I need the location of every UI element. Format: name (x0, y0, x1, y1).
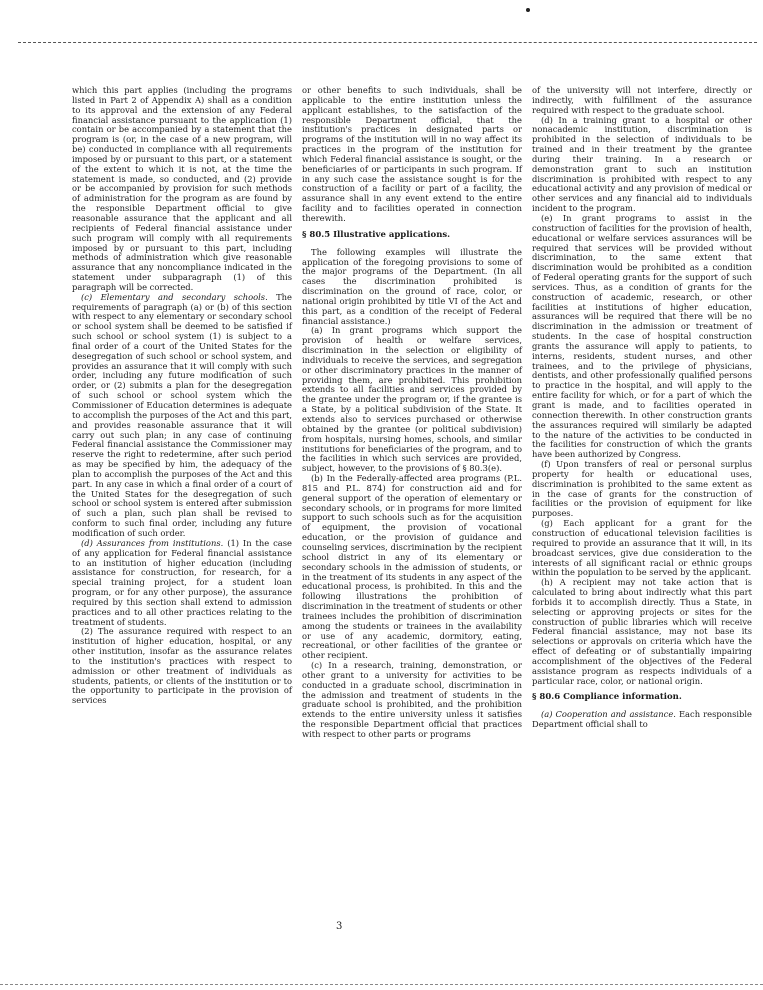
paragraph: (g) Each applicant for a grant for the construction of educational television facilities is required to provide an assurance that it will, in its broadcast services, give due consideration to the interests of all significant racial or ethnic groups within the population to be served by the applicant. (532, 518, 752, 578)
footer-rule (0, 984, 763, 985)
paragraph: (f) Upon transfers of real or personal surplus property for health or educational uses, discrimination is prohibited to the same extent as in the case of grants for the construction of facilities or the provision of equipment for like purposes. (532, 459, 752, 519)
paragraph: of the university will not interfere, directly or indirectly, with fulfillment of the assurance required with respect to the graduate school. (532, 85, 752, 115)
paragraph: (a) In grant programs which support the provision of health or welfare services, discrimination in the selection or eligibility of individuals to receive the services, and segregation or other discriminatory practices in the manner of providing them, are prohibited. This prohibition extends to all facilities and services provided by the grantee under the program or, if the grantee is a State, by a political subdivision of the State. It extends also to services purchased or otherwise obtained by the grantee (or political subdivision) from hospitals, nursing homes, schools, and similar institutions for beneficiaries of the program, and to the facilities in which such services are provided, subject, however, to the provisions of § 80.3(e). (302, 325, 522, 474)
paragraph-heading: (d) Assurances from institutions. (81, 537, 224, 548)
paragraph: (d) In a training grant to a hospital or other nonacademic institution, discrimination is prohibited in the selection of individuals to be trained and in their treatment by the grantee during their training. In a research or demonstration grant to such an institution discrimination is prohibited with respect to any educational activity and any provision of medical or other services and any financial aid to individuals incident to the program. (532, 114, 752, 214)
paragraph: (c) In a research, training, demonstration, or other grant to a university for activities to be conducted in a graduate school, discrimination in the admission and treatment of students in the graduate school is prohibited, and the prohibition extends to the entire university unless it satisfies the responsible Department official that practices with respect to other parts or programs (302, 660, 522, 739)
page-number: 3 (336, 921, 343, 932)
paragraph: (e) In grant programs to assist in the construction of facilities for the provision of health, educational or welfare services assurances will be required that services will be provided without discrimination, to the same extent that discrimination would be prohibited as a condition of Federal operating grants for the support of such services. Thus, as a condition of grants for the construction of academic, research, or other facilities at institutions of higher education, assurances will be required that there will be no discrimination in the admission or treatment of students. In the case of hospital construction grants the assurance will apply to patients, to interns, residents, student nurses, and other trainees, and to the privilege of physicians, dentists, and other professionally qualified persons to practice in the hospital, and will apply to the entire facility for which, or for a part of which the grant is made, and to facilities operated in connection therewith. In other construction grants the assurances required will similarly be adapted to the nature of the activities to be conducted in the facilities for construction of which the grants have been authorized by Congress. (532, 212, 752, 460)
document-page (72, 86, 752, 894)
paragraph-body: (1) In the case of any application for Federal financial assistance to an institution of higher education (including assistance for construction, for research, for a special training project, for a student loan program, or for any other purpose), the assurance required by this section shall extend to admission practices and to all other practices relating to the treatment of students. (72, 537, 292, 627)
paragraph: (2) The assurance required with respect to an institution of higher education, hospital, or any other institution, insofar as the assurance relates to the institution's practices with respect to admission or other treatment of individuals as students, patients, or clients of the institution or to the opportunity to participate in the provision of services (72, 626, 292, 706)
paragraph: (h) A recipient may not take action that is calculated to bring about indirectly what this part forbids it to accomplish directly. Thus a State, in selecting or approving projects or sites for the construction of public libraries which will receive Federal financial assistance, may not base its selections or approvals on criteria which have the effect of defeating or of substantially impairing accomplishment of the objectives of the Federal assistance program as respects individuals of a particular race, color, or national origin. (532, 577, 752, 686)
section-heading: § 80.6 Compliance information. (532, 692, 682, 703)
column-1 (72, 86, 292, 894)
column-3 (532, 86, 752, 894)
paragraph-body: The requirements of paragraph (a) or (b) of this section with respect to any elementary or secondary school or school system shall be deemed to be satisfied if such school or school system (1) is subject to a final order of a court of the United States for the desegregation of such school or school system, and provides an assurance that it will comply with such order, including any future modification of such order, or (2) submits a plan for the desegregation of such school or school system which the Commissioner of Education determines is adequate to accomplish the purposes of the Act and this part, and provides reasonable assurance that it will carry out such plan; in any case of continuing Federal financial assistance the Commissioner may reserve the right to redetermine, after such period as may be specified by him, the adequacy of the plan to accomplish the purposes of the Act and this part. In any case in which a final order of a court of the United States for the desegregation of such school or school system is entered after submission of such a plan, such plan shall be revised to conform to such final order, including any future modification of such order. (72, 291, 292, 538)
paragraph-heading: (c) Elementary and secondary schools. (81, 291, 268, 302)
paragraph (532, 710, 752, 730)
header-rule (18, 42, 757, 43)
paragraph: which this part applies (including the programs listed in Part 2 of Appendix A) shall as a condition to its approval and the extension of any Federal financial assistance pursuant to the application (1) contain or be accompanied by a statement that the program is (or, in the case of a new program, will be) conducted in compliance with all requirements imposed by or pursuant to this part, or a statement of the extent to which it is not, at the time the statement is made, so conducted, and (2) provide or be accompanied by provision for such methods of administration for the program as are found by the responsible Department official to give reasonable assurance that the applicant and all recipients of Federal financial assistance under such program will comply with all requirements imposed by or pursuant to this part, including methods of administration which give reasonable assurance that any noncompliance indicated in the statement under subparagraph (1) of this paragraph will be corrected. (72, 85, 292, 292)
paragraph-heading: (a) Cooperation and assistance. (541, 709, 676, 720)
scan-speck (526, 8, 530, 12)
section-heading: § 80.5 Illustrative applications. (302, 229, 451, 240)
paragraph (72, 293, 292, 539)
paragraph: (b) In the Federally-affected area programs (P.L. 815 and P.L. 874) for construction aid and for general support of the operation of elementary or secondary schools, or in programs for more limited support to such schools such as for the acquisition of equipment, the provision of vocational education, or the provision of guidance and counseling services, discrimination by the recipient school district in any of its elementary or secondary schools in the admission of students, or in the treatment of its students in any aspect of the educational process, is prohibited. In this and the following illustrations the prohibition of discrimination in the treatment of students or other trainees includes the prohibition of discrimination among the students or trainees in the availability or use of any academic, dormitory, eating, recreational, or other facilities of the grantee or other recipient. (302, 473, 522, 661)
paragraph: or other benefits to such individuals, shall be applicable to the entire institution unless the applicant establishes, to the satisfaction of the responsible Department official, that the institution's practices in designated parts or programs of the institution will in no way affect its practices in the program of the institution for which Federal financial assistance is sought, or the beneficiaries of or participants in such program. If in any such case the assistance sought is for the construction of a facility or part of a facility, the assurance shall in any event extend to the entire facility and to facilities operated in connection therewith. (302, 85, 522, 223)
paragraph-body: Each responsible Department official shall to (532, 709, 752, 730)
column-2 (302, 86, 522, 894)
paragraph (72, 539, 292, 628)
paragraph: The following examples will illustrate the application of the foregoing provisions to some of the major programs of the Department. (In all cases the discrimination prohibited is discrimination on the ground of race, color, or national origin prohibited by title VI of the Act and this part, as a condition of the receipt of Federal financial assistance.) (302, 246, 522, 326)
